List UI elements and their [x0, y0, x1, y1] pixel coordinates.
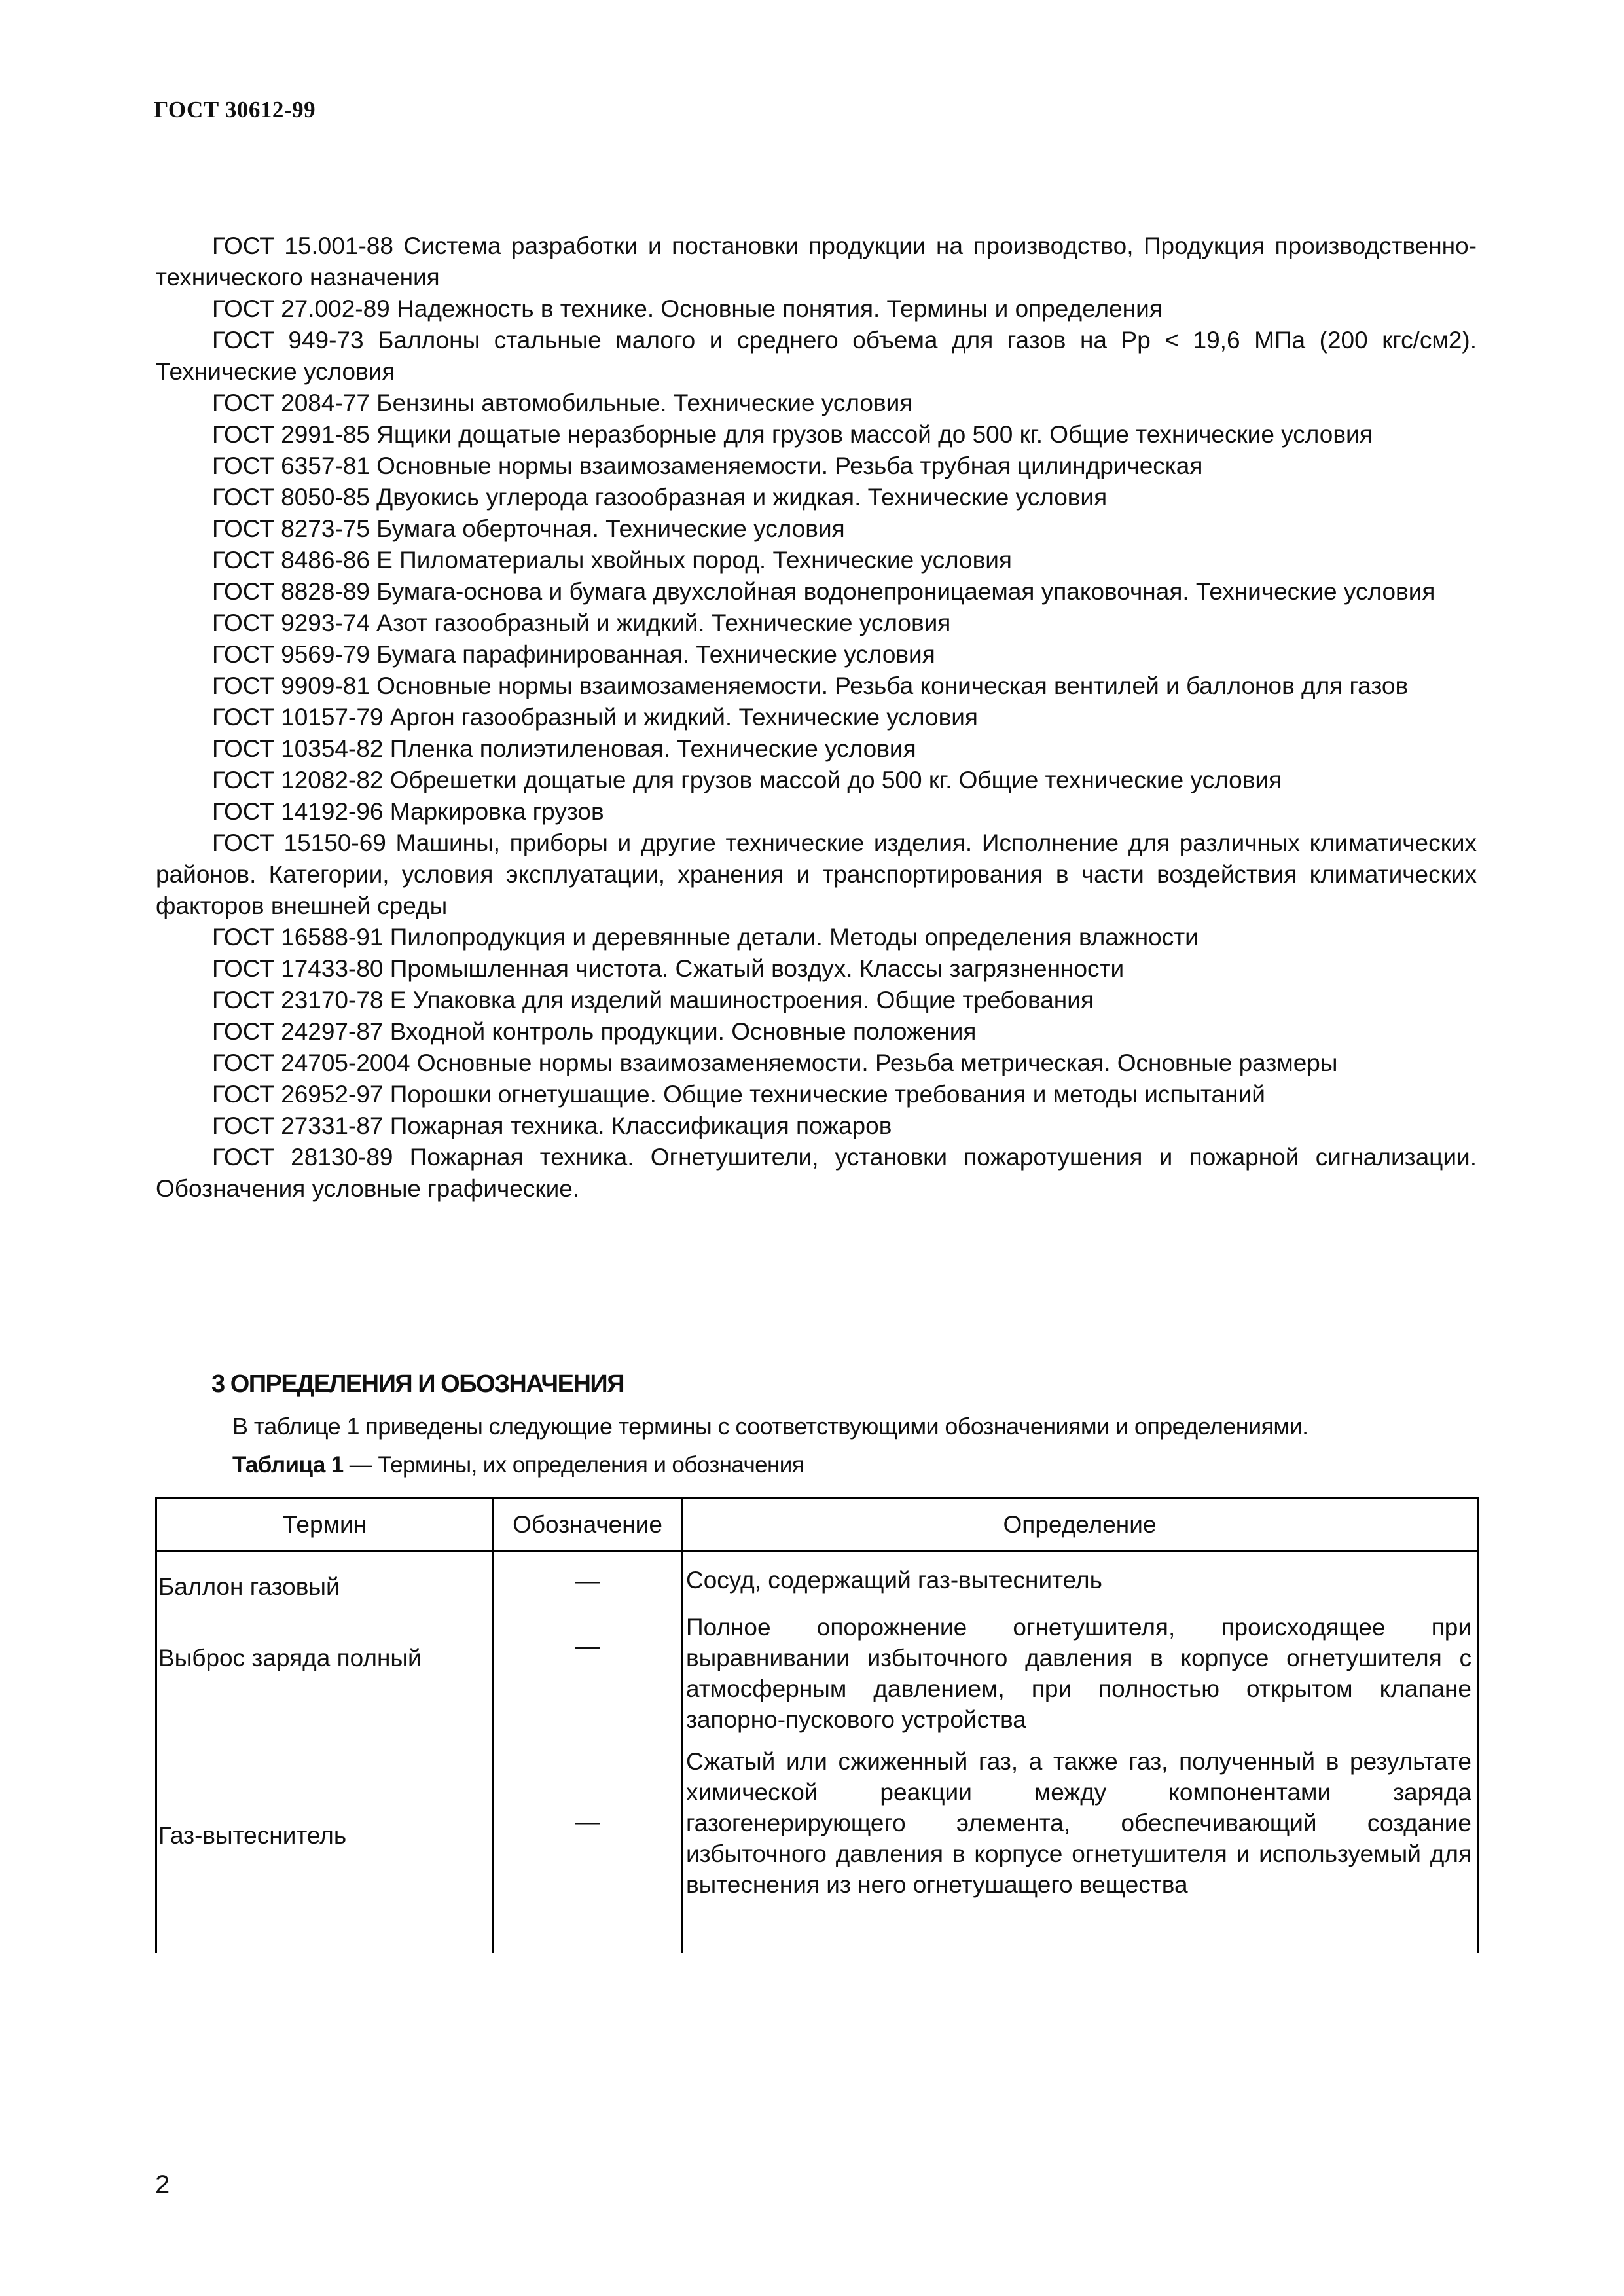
reference-item: ГОСТ 10157-79 Аргон газообразный и жидкий. Технические условия — [212, 704, 978, 731]
reference-item: ГОСТ 15.001-88 Система разработки и постановки продукции на производство, Продукция производственно-технического назначения — [156, 232, 1477, 291]
table-cell-designation: — — [575, 1567, 600, 1595]
reference-item: ГОСТ 6357-81 Основные нормы взаимозаменяемости. Резьба трубная цилиндрическая — [212, 452, 1203, 479]
reference-item: ГОСТ 8050-85 Двуокись углерода газообразная и жидкая. Технические условия — [212, 484, 1108, 511]
reference-item: ГОСТ 12082-82 Обрешетки дощатые для грузов массой до 500 кг. Общие технические условия — [212, 767, 1282, 793]
table-cell-definition: Сжатый или сжиженный газ, а также газ, полученный в результате химической реакции между компонентами заряда газогенерирующего элемента, обеспечивающий создание избыточного давления в корпусе огнетушителя и используемый для вытеснения из него огнетушащего вещества — [686, 1748, 1471, 1898]
table-caption-text: — Термины, их определения и обозначения — [343, 1452, 804, 1478]
reference-item: ГОСТ 15150-69 Машины, приборы и другие технические изделия. Исполнение для различных климатических районов. Категории, условия эксплуатации, хранения и транспортирования в части воздействия климатических факторов внешней среды — [156, 829, 1477, 919]
reference-item: ГОСТ 949-73 Баллоны стальные малого и среднего объема для газов на Pp < 19,6 МПа (200 кгс/см2). Технические условия — [156, 327, 1477, 385]
table-cell-designation: — — [575, 1633, 600, 1660]
reference-item: ГОСТ 10354-82 Пленка полиэтиленовая. Технические условия — [212, 735, 916, 762]
reference-item: ГОСТ 9909-81 Основные нормы взаимозаменяемости. Резьба коническая вентилей и баллонов для газов — [212, 672, 1409, 699]
reference-item: ГОСТ 9293-74 Азот газообразный и жидкий. Технические условия — [212, 610, 951, 636]
section-intro: В таблице 1 приведены следующие термины с соответствующими обозначениями и определениями. — [232, 1413, 1308, 1440]
page-number: 2 — [155, 2170, 170, 2199]
reference-item: ГОСТ 27.002-89 Надежность в технике. Основные понятия. Термины и определения — [212, 295, 1163, 322]
table-cell-term: Баллон газовый — [158, 1573, 340, 1600]
reference-item: ГОСТ 17433-80 Промышленная чистота. Сжатый воздух. Классы загрязненности — [212, 955, 1125, 982]
table-cell-definition: Полное опорожнение огнетушителя, происходящее при выравнивании избыточного давления в корпусе огнетушителя с атмосферным давлением, при полностью открытом клапане запорно-пускового устройства — [686, 1614, 1471, 1733]
reference-item: ГОСТ 2084-77 Бензины автомобильные. Технические условия — [212, 390, 913, 416]
table-cell-definition: Сосуд, содержащий газ-вытеснитель — [686, 1567, 1102, 1594]
reference-item: ГОСТ 8486-86 Е Пиломатериалы хвойных пород. Технические условия — [212, 547, 1012, 574]
reference-item: ГОСТ 9569-79 Бумага парафинированная. Технические условия — [212, 641, 935, 668]
table-border-left — [155, 1497, 157, 1953]
reference-item: ГОСТ 26952-97 Порошки огнетушащие. Общие технические требования и методы испытаний — [212, 1081, 1265, 1108]
table-border-top — [155, 1497, 1479, 1499]
table-caption-label: Таблица 1 — [232, 1452, 344, 1478]
table-header-definition: Определение — [1003, 1511, 1157, 1538]
table-cell-term: Газ-вытеснитель — [158, 1822, 347, 1849]
reference-item: ГОСТ 2991-85 Ящики дощатые неразборные для грузов массой до 500 кг. Общие технические условия — [212, 421, 1373, 448]
table-border-right — [1477, 1497, 1479, 1953]
reference-item: ГОСТ 23170-78 Е Упаковка для изделий машиностроения. Общие требования — [212, 987, 1094, 1013]
reference-item: ГОСТ 28130-89 Пожарная техника. Огнетушители, установки пожаротушения и пожарной сигнализации. Обозначения условные графические. — [156, 1144, 1477, 1202]
table-header-term: Термин — [282, 1511, 367, 1538]
table-column-divider — [681, 1497, 683, 1953]
reference-item: ГОСТ 16588-91 Пилопродукция и деревянные детали. Методы определения влажности — [212, 924, 1199, 951]
normative-references — [156, 230, 1477, 1205]
section-title: 3 ОПРЕДЕЛЕНИЯ И ОБОЗНАЧЕНИЯ — [211, 1370, 624, 1398]
table-header-designation: Обозначение — [513, 1511, 662, 1538]
reference-item: ГОСТ 27331-87 Пожарная техника. Классификация пожаров — [212, 1112, 892, 1139]
reference-item: ГОСТ 14192-96 Маркировка грузов — [212, 798, 604, 825]
reference-item: ГОСТ 8828-89 Бумага-основа и бумага двухслойная водонепроницаемая упаковочная. Технические условия — [212, 578, 1435, 605]
table-header-divider — [155, 1550, 1479, 1552]
reference-item: ГОСТ 8273-75 Бумага оберточная. Технические условия — [212, 515, 845, 542]
document-header: ГОСТ 30612-99 — [154, 97, 316, 122]
table-cell-designation: — — [575, 1808, 600, 1836]
reference-item: ГОСТ 24705-2004 Основные нормы взаимозаменяемости. Резьба метрическая. Основные размеры — [212, 1049, 1338, 1076]
table-caption — [232, 1452, 804, 1478]
table-cell-term: Выброс заряда полный — [158, 1645, 422, 1671]
reference-item: ГОСТ 24297-87 Входной контроль продукции. Основные положения — [212, 1018, 977, 1045]
table-column-divider — [492, 1497, 494, 1953]
